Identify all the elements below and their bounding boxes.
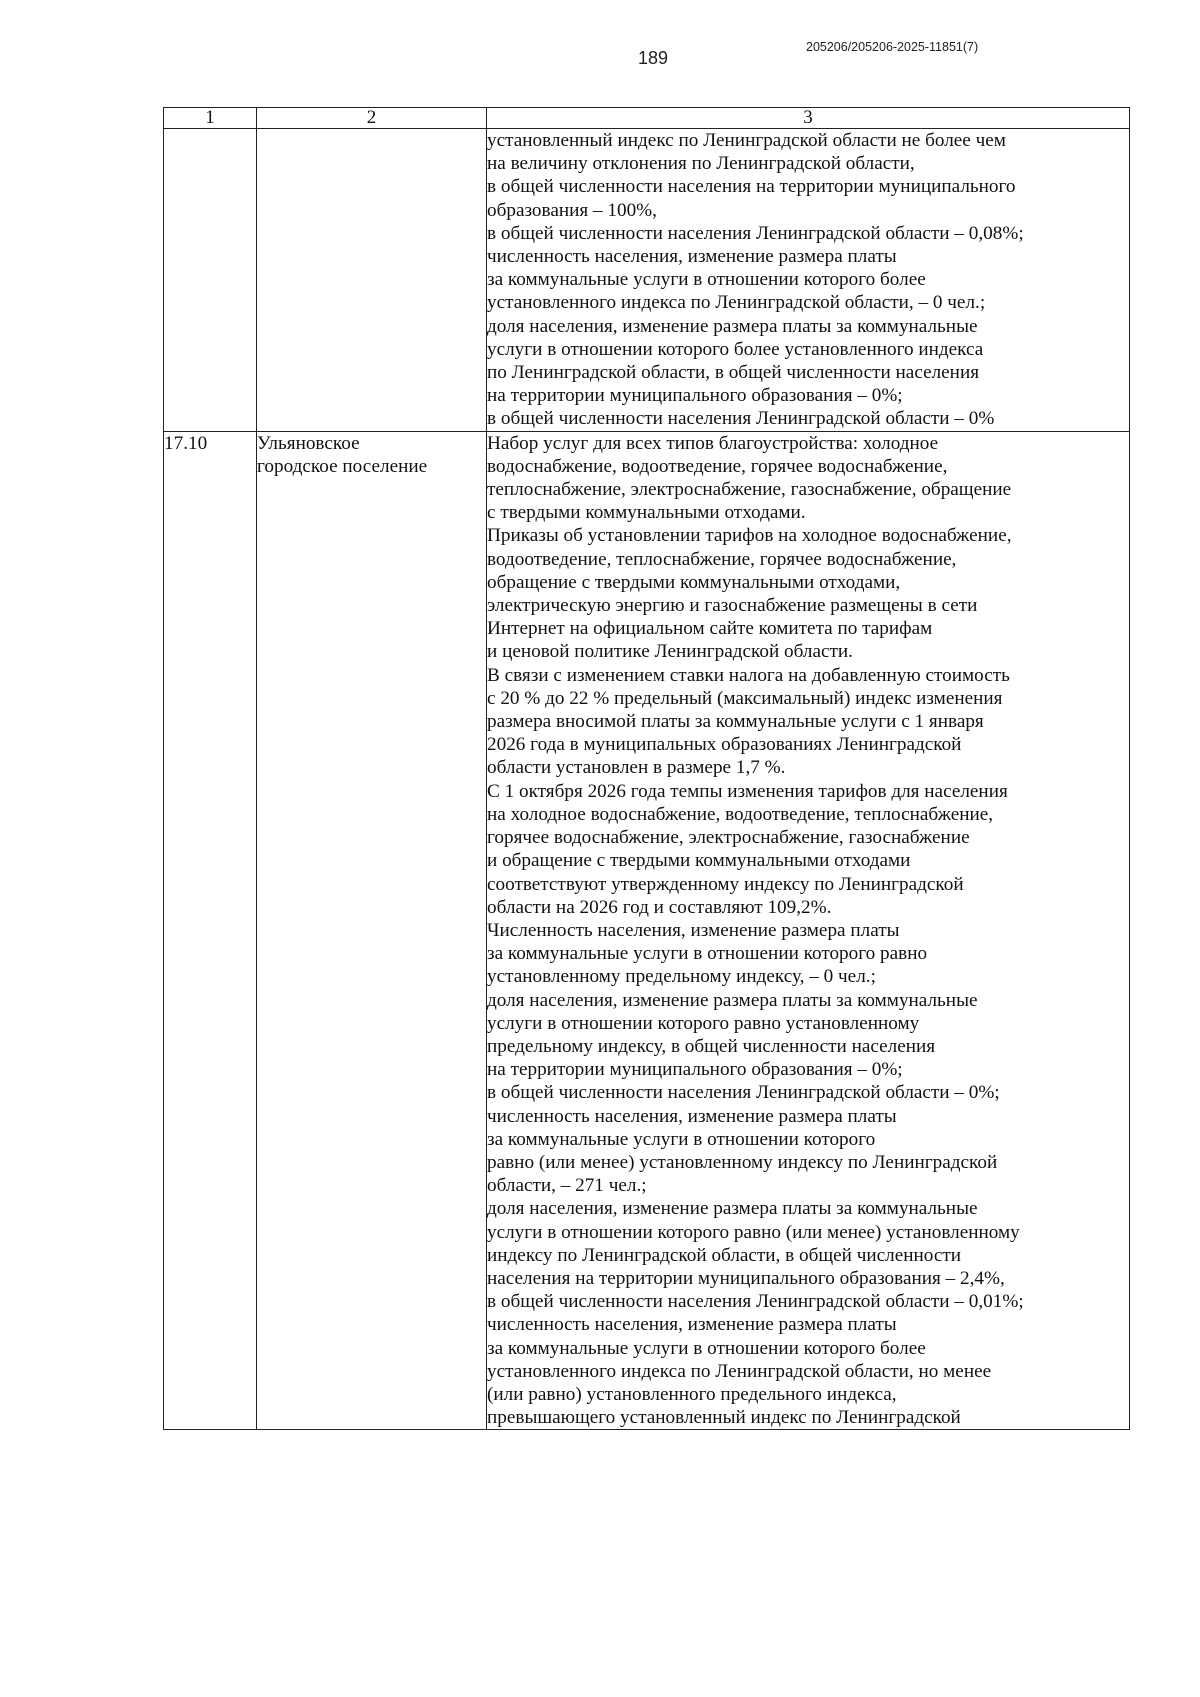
table-row [164,129,1130,432]
table-header-row [164,108,1130,129]
column-header: 1 [164,108,257,129]
column-header: 3 [487,108,1130,129]
column-header: 2 [257,108,487,129]
description-cell: установленный индекс по Ленинградской области не более чем на величину отклонения по Ленинградской области, в общей численности населения на территории муниципального образования – 100%, в общей численности населения Ленинградской области – 0,08%; численность населения, изменение размера платы за коммунальные услуги в отношении которого более установленного индекса по Ленинградской области, – 0 чел.; доля населения, изменение размера платы за коммунальные услуги в отношении которого более установленного индекса по Ленинградской области, в общей численности населения на территории муниципального образования – 0%; в общей численности населения Ленинградской области – 0% [487,129,1130,432]
page-number: 189 [638,48,669,68]
table-row [164,431,1130,1430]
municipality-name-cell [257,129,487,432]
row-number-cell: 17.10 [164,431,257,1430]
row-number-cell [164,129,257,432]
description-cell: Набор услуг для всех типов благоустройства: холодное водоснабжение, водоотведение, горячее водоснабжение, теплоснабжение, электроснабжение, газоснабжение, обращение с твердыми коммунальными отходами. Приказы об установлении тарифов на холодное водоснабжение, водоотведение, теплоснабжение, горячее водоснабжение, обращение с твердыми коммунальными отходами, электрическую энергию и газоснабжение размещены в сети Интернет на официальном сайте комитета по тарифам и ценовой политике Ленинградской области. В связи с изменением ставки налога на добавленную стоимость с 20 % до 22 % предельный (максимальный) индекс изменения размера вносимой платы за коммунальные услуги с 1 января 2026 года в муниципальных образованиях Ленинградской области установлен в размере 1,7 %. С 1 октября 2026 года темпы изменения тарифов для населения на холодное водоснабжение, водоотведение, теплоснабжение, горячее водоснабжение, электроснабжение, газоснабжение и обращение с твердыми коммунальными отходами соответствуют утвержденному индексу по Ленинградской области на 2026 год и составляют 109,2%. Численность населения, изменение размера платы за коммунальные услуги в отношении которого равно установленному предельному индексу, – 0 чел.; доля населения, изменение размера платы за коммунальные услуги в отношении которого равно установленному предельному индексу, в общей численности населения на территории муниципального образования – 0%; в общей численности населения Ленинградской области – 0%; численность населения, изменение размера платы за коммунальные услуги в отношении которого равно (или менее) установленному индексу по Ленинградской области, – 271 чел.; доля населения, изменение размера платы за коммунальные услуги в отношении которого равно (или менее) установленному индексу по Ленинградской области, в общей численности населения на территории муниципального образования – 2,4%, в общей численности населения Ленинградской области – 0,01%; численность населения, изменение размера платы за коммунальные услуги в отношении которого более установленного индекса по Ленинградской области, но менее (или равно) установленного предельного индекса, превышающего установленный индекс по Ленинградской [487,431,1130,1430]
document-code: 205206/205206-2025-11851(7) [806,40,979,54]
municipality-name-cell: Ульяновское городское поселение [257,431,487,1430]
tariff-table [163,107,1130,1430]
